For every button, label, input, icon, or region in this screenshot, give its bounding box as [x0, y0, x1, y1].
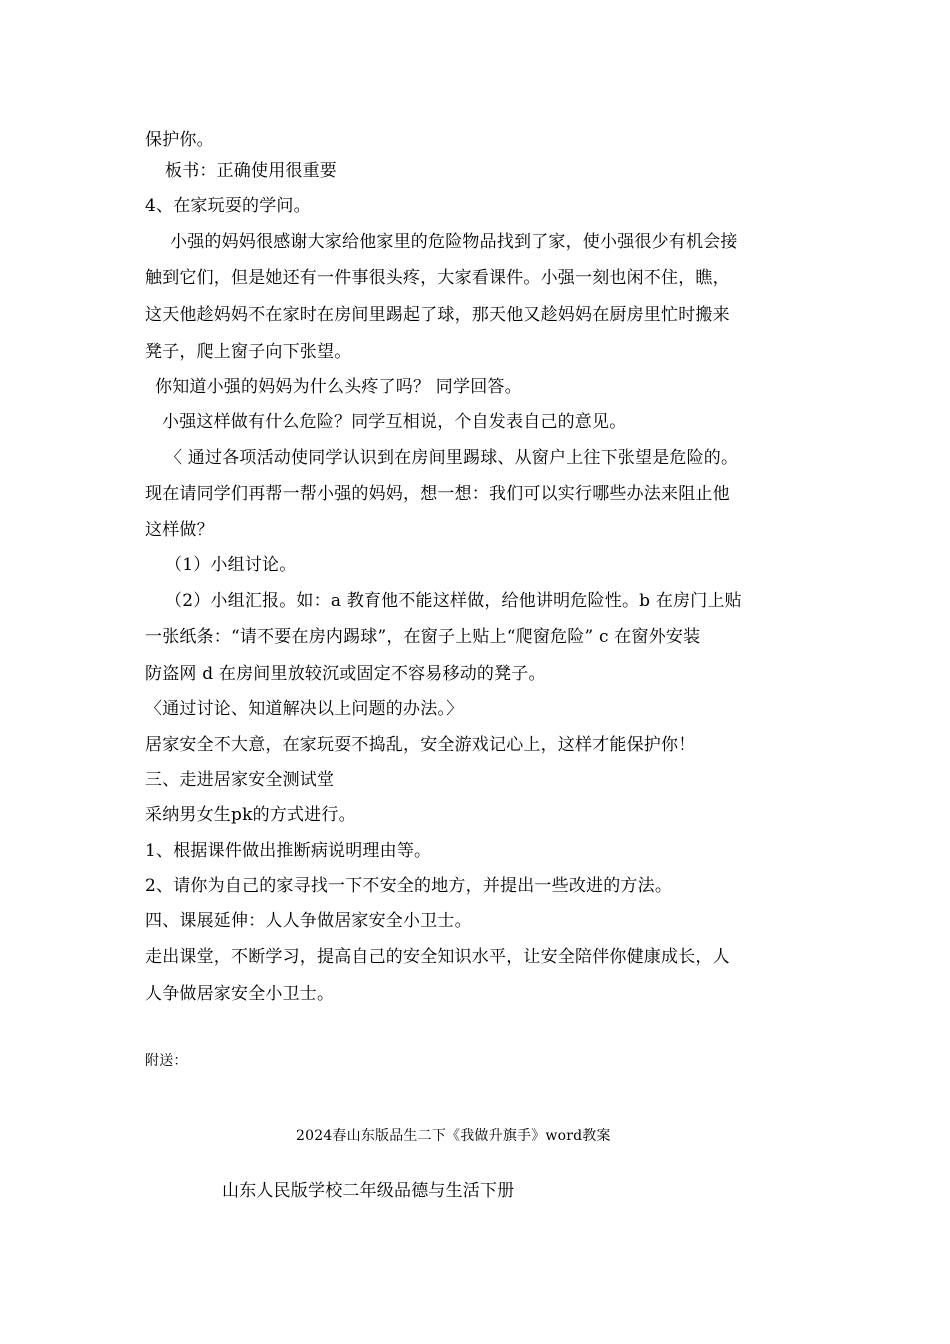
- text-line: 2、请你为自己的家寻找一下不安全的地方，并提出一些改进的方法。: [145, 876, 673, 896]
- text-line: 现在请同学们再帮一帮小强的妈妈，想一想：我们可以实行哪些办法来阻止他: [145, 484, 730, 504]
- text-line: 小强这样做有什么危险？同学互相说，个自发表自己的意见。: [162, 412, 627, 432]
- text-line: （2）小组汇报。如：a 教育他不能这样做，给他讲明危险性。b 在房门上贴: [165, 591, 742, 611]
- text-line: （1）小组讨论。: [165, 555, 297, 575]
- text-line: 1、根据课件做出推断病说明理由等。: [145, 841, 432, 861]
- text-line: 采纳男女生pk的方式进行。: [145, 805, 356, 825]
- text-line: 保护你。: [145, 130, 214, 150]
- appendix-subtitle: 山东人民版学校二年级品德与生活下册: [222, 1181, 515, 1201]
- text-line: 凳子，爬上窗子向下张望。: [145, 342, 352, 362]
- appendix-label: 附送：: [145, 1053, 188, 1069]
- text-line: 4、在家玩耍的学问。: [145, 196, 311, 216]
- appendix-title: 2024春山东版品生二下《我做升旗手》word教案: [296, 1128, 611, 1144]
- text-line: 居家安全不大意，在家玩耍不捣乱，安全游戏记心上，这样才能保护你！: [145, 735, 696, 755]
- text-line: 小强的妈妈很感谢大家给他家里的危险物品找到了家，使小强很少有机会接: [170, 232, 738, 252]
- text-line: 三、走进居家安全测试堂: [145, 770, 335, 790]
- text-line: 〈 通过各项活动使同学认识到在房间里踢球、从窗户上往下张望是危险的。: [165, 448, 739, 468]
- text-line: 〈通过讨论、知道解决以上问题的办法。〉: [145, 699, 464, 719]
- text-line: 人争做居家安全小卫士。: [145, 984, 335, 1004]
- text-line: 走出课堂，不断学习，提高自己的安全知识水平，让安全陪伴你健康成长，人: [145, 947, 730, 967]
- text-line: 一张纸条：“请不要在房内踢球”，在窗子上贴上“爬窗危险” c 在窗外安装: [145, 627, 701, 647]
- text-line: 触到它们，但是她还有一件事很头疼，大家看课件。小强一刻也闲不住，瞧，: [145, 268, 730, 288]
- text-line: 四、课展延伸：人人争做居家安全小卫士。: [145, 911, 472, 931]
- text-line: 你知道小强的妈妈为什么头疼了吗？ 同学回答。: [155, 377, 522, 397]
- text-line: 防盗网 d 在房间里放较沉或固定不容易移动的凳子。: [145, 664, 546, 684]
- text-line: 这样做？: [145, 520, 214, 540]
- text-line: 这天他趁妈妈不在家时在房间里踢起了球，那天他又趁妈妈在厨房里忙时搬来: [145, 305, 730, 325]
- text-line: 板书：正确使用很重要: [165, 161, 337, 181]
